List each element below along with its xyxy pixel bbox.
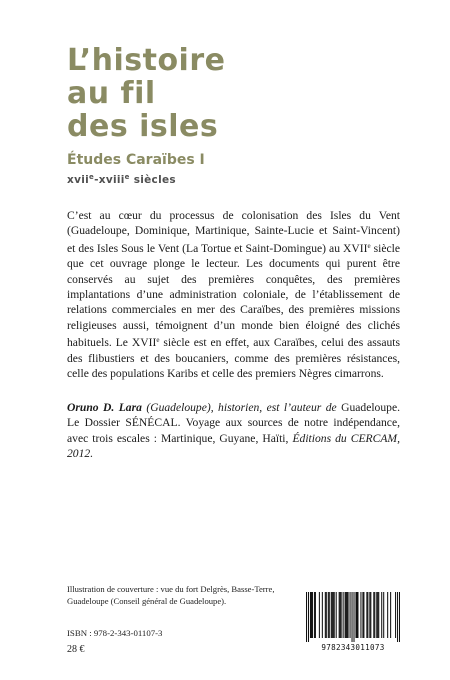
barcode-bar bbox=[366, 592, 367, 638]
barcode-bar bbox=[336, 592, 337, 638]
barcode-bars bbox=[306, 592, 400, 642]
barcode-bar bbox=[348, 592, 349, 638]
barcode-bar bbox=[340, 592, 341, 638]
author-publisher: Éditions du CERCAM, 2012. bbox=[67, 431, 400, 461]
barcode-bar bbox=[322, 592, 323, 638]
barcode-bar bbox=[334, 592, 335, 638]
barcode-bar bbox=[376, 592, 377, 638]
barcode-bar bbox=[373, 592, 374, 638]
barcode-bar bbox=[341, 592, 342, 638]
century-start: xvii bbox=[67, 174, 90, 186]
barcode-bar bbox=[390, 592, 391, 638]
barcode-bar bbox=[319, 592, 320, 638]
barcode-bar bbox=[367, 592, 368, 638]
barcode-bar bbox=[370, 592, 371, 638]
barcode-bar bbox=[328, 592, 329, 638]
century-start-sup: e bbox=[89, 173, 95, 181]
cover-credit: Illustration de couverture : vue du fort Delgrès, Basse-Terre, Guadeloupe (Conseil général de Guadeloupe). bbox=[67, 584, 275, 606]
price: 28 € bbox=[67, 644, 85, 655]
barcode-bar bbox=[350, 592, 351, 638]
centuries-subtitle bbox=[67, 173, 176, 186]
century-end: xviii bbox=[98, 174, 125, 186]
barcode-bar bbox=[347, 592, 348, 638]
barcode-bar bbox=[325, 592, 326, 638]
barcode-bar bbox=[306, 592, 307, 642]
barcode-bar bbox=[377, 592, 378, 638]
barcode-bar bbox=[381, 592, 382, 638]
barcode-bar bbox=[326, 592, 327, 638]
barcode-bar bbox=[387, 592, 388, 638]
barcode-digits: 9782343011073 bbox=[321, 643, 385, 652]
author-intro: (Guadeloupe), historien, est l’auteur de bbox=[141, 401, 342, 414]
barcode-bar bbox=[363, 592, 364, 638]
summary-paragraph bbox=[67, 208, 400, 381]
barcode-bar bbox=[378, 592, 379, 638]
barcode-bar bbox=[339, 592, 340, 638]
barcode-bar bbox=[374, 592, 375, 638]
title-line-1: L’histoire bbox=[67, 43, 226, 78]
series-name: Études Caraïbes I bbox=[67, 152, 205, 168]
barcode-bar bbox=[315, 592, 316, 638]
barcode-bar bbox=[311, 592, 312, 638]
summary-sup-1: e bbox=[367, 241, 371, 250]
barcode-bar bbox=[345, 592, 346, 638]
barcode-bar bbox=[360, 592, 361, 638]
barcode-bar bbox=[314, 592, 315, 638]
barcode-bar bbox=[395, 592, 396, 638]
barcode-bar bbox=[362, 592, 363, 638]
barcode-bar bbox=[383, 592, 384, 638]
barcode-bar bbox=[329, 592, 330, 638]
book-title bbox=[67, 44, 226, 143]
barcode-bar bbox=[331, 592, 332, 638]
barcode-bar bbox=[308, 592, 309, 642]
author-works: Guadeloupe. Le Dossier SÉNÉCAL. Voyage aux sources de notre indépendance, avec trois escales : Martinique, Guyane, Haïti, bbox=[67, 401, 400, 445]
title-line-2: au fil bbox=[67, 76, 156, 111]
barcode-bar bbox=[352, 592, 353, 642]
author-paragraph bbox=[67, 400, 400, 462]
isbn: ISBN : 978-2-343-01107-3 bbox=[67, 628, 163, 638]
summary-sup-2: e bbox=[156, 336, 160, 345]
barcode-bar bbox=[399, 592, 400, 642]
barcode-bar bbox=[397, 592, 398, 642]
barcode-bar bbox=[353, 592, 354, 642]
barcode-bar bbox=[332, 592, 333, 638]
barcode-bar bbox=[355, 592, 356, 638]
title-line-3: des isles bbox=[67, 109, 219, 144]
author-name: Oruno D. Lara bbox=[67, 401, 142, 414]
barcode-bar bbox=[312, 592, 313, 638]
summary-part-2: siècle que cet ouvrage plonge le lecteur. Les documents qui purent être conservés au sujet des premières conquêtes, des premières implantations d’une administration coloniale, de l’établissement de relations commerciales en mer des Caraïbes, des premières missions religieuses aussi, témoignent d’un monde bien éloigné des clichés habituels. Le XVII bbox=[67, 241, 401, 350]
barcode-bar bbox=[346, 592, 347, 638]
barcode-bar bbox=[369, 592, 370, 638]
summary-part-1: C’est au cœur du processus de colonisation des Isles du Vent (Guadeloupe, Dominique, Martinique, Sainte-Lucie et Saint-Vincent) et des Isles Sous le Vent (La Tortue et Saint-Domingue) au XVII bbox=[67, 209, 400, 255]
summary-part-3: siècle est en effet, aux Caraïbes, celui des assauts des flibustiers et des boucaniers, comme des premières résistances, celle des populations Karibs et celle des premiers Nègres cimarrons. bbox=[67, 336, 400, 381]
barcode-bar bbox=[357, 592, 358, 638]
century-end-sup: e bbox=[124, 173, 130, 181]
barcode bbox=[306, 592, 400, 642]
barcode-bar bbox=[333, 592, 334, 638]
century-suffix: siècles bbox=[129, 174, 176, 186]
century-dash: - bbox=[94, 174, 99, 186]
barcode-bar bbox=[310, 592, 311, 638]
barcode-bar bbox=[356, 592, 357, 638]
barcode-bar bbox=[343, 592, 344, 638]
